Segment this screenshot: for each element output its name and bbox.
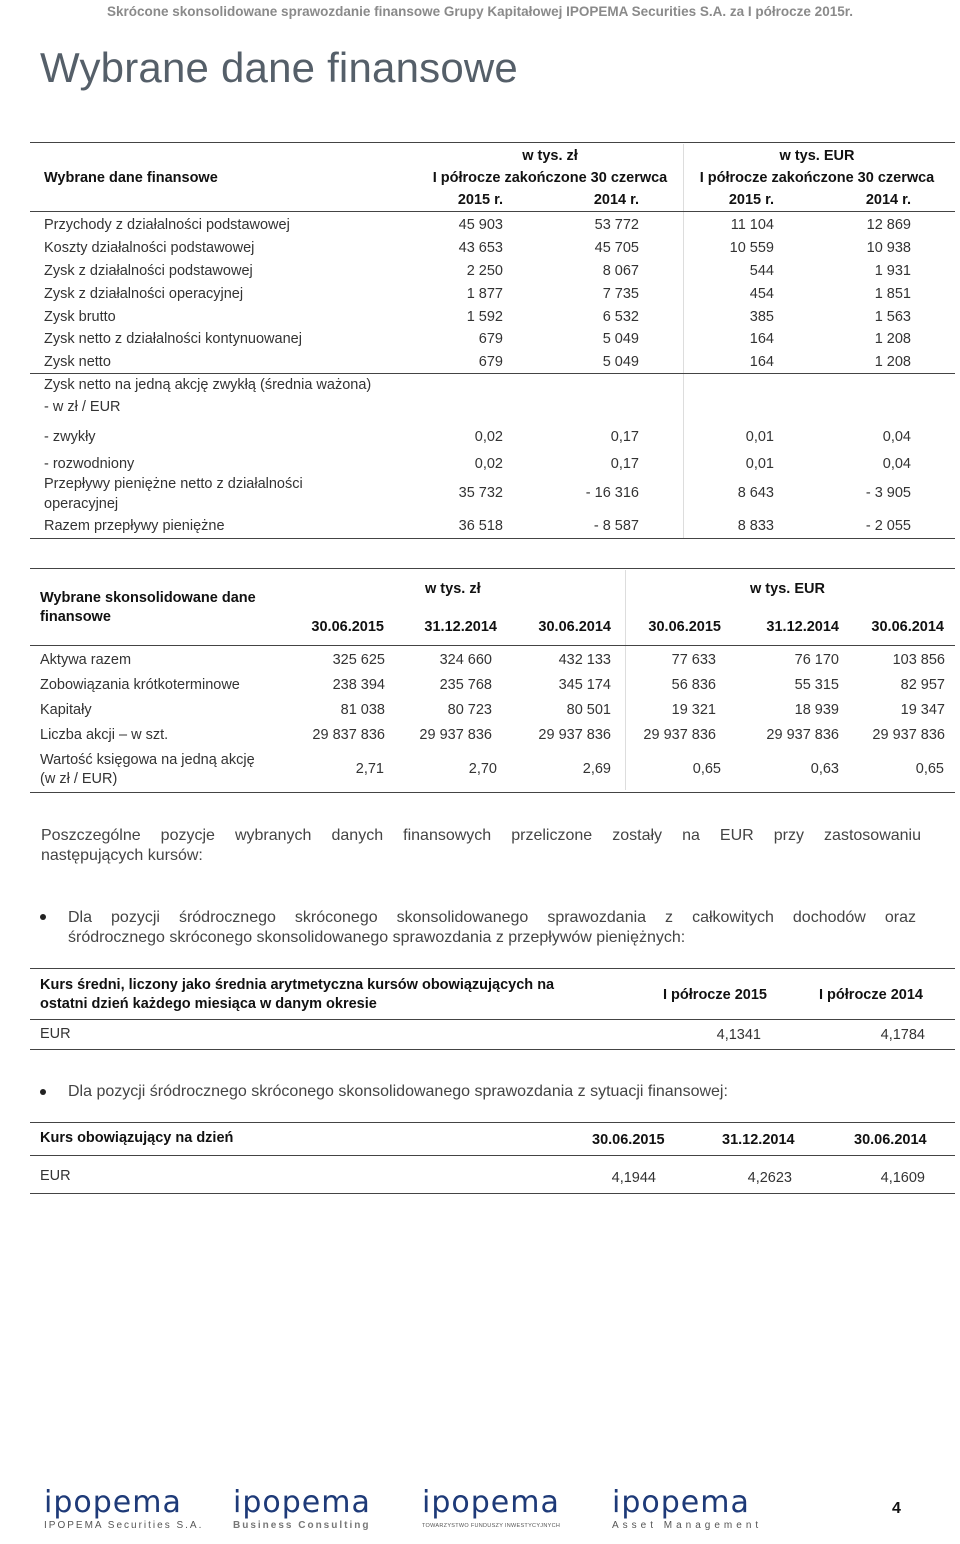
table-cell: - rozwodniony [44, 455, 135, 472]
table4-bottom-rule [30, 1193, 955, 1194]
table-cell: 45 903 [458, 217, 503, 234]
table3-label [40, 976, 554, 1014]
page-number: 4 [892, 1500, 901, 1517]
table-cell: 29 937 836 [872, 726, 945, 743]
table3-value: 4,1341 [716, 1027, 761, 1043]
table2-date-header: 31.12.2014 [424, 619, 497, 635]
table-cell: 1 208 [874, 354, 911, 371]
table1-period-pln: I półrocze zakończone 30 czerwca [432, 170, 668, 186]
table2-top-rule [30, 568, 955, 569]
table3-col-2015: I półrocze 2015 [663, 987, 767, 1003]
table4-top-rule [30, 1122, 955, 1123]
table2-date-header: 30.06.2014 [871, 619, 944, 635]
table-cell: 1 931 [874, 262, 911, 279]
table-row [44, 282, 911, 305]
table4-value: 4,1609 [880, 1170, 925, 1186]
book-value-label [40, 751, 255, 789]
table-cell: 544 [749, 262, 774, 279]
table-row [40, 648, 945, 673]
table1-year-col2: 2014 r. [593, 192, 639, 208]
book-value-cell: 0,65 [692, 761, 721, 777]
table-cell: 7 735 [602, 285, 639, 302]
book-value-cell: 2,69 [582, 761, 611, 777]
table-cell: Kapitały [40, 701, 92, 718]
table-row [44, 214, 911, 237]
table-cell: 19 347 [900, 701, 945, 718]
total-cashflow-value: 36 518 [458, 518, 503, 534]
table-cell: Liczba akcji – w szt. [40, 726, 169, 743]
table-cell: 2 250 [466, 262, 503, 279]
table2-label-line1: Wybrane skonsolidowane dane [40, 590, 256, 606]
eps-unit-label: - w zł / EUR [44, 399, 121, 415]
table-cell: 1 592 [466, 308, 503, 325]
table-cell: 0,17 [610, 455, 639, 472]
total-cashflow-value: - 8 587 [593, 518, 639, 534]
table-cell: 385 [749, 308, 774, 325]
table-cell: 81 038 [340, 701, 385, 718]
intro-paragraph-line2: następujących kursów: [41, 847, 203, 864]
running-header: Skrócone skonsolidowane sprawozdanie finansowe Grupy Kapitałowej IPOPEMA Securities S.A. za I półrocze 2015r. [107, 4, 853, 19]
logo-wordmark: ipopema [233, 1485, 371, 1520]
table-cell: Zysk brutto [44, 308, 116, 325]
table-row [44, 450, 911, 477]
bullet1-text-line2: śródrocznego skróconego skonsolidowanego sprawozdania z przepływów pieniężnych: [68, 929, 686, 946]
table-row [44, 305, 911, 328]
page-title: Wybrane dane finansowe [40, 44, 518, 91]
table-cell: 238 394 [332, 677, 385, 694]
table2-date-header: 30.06.2015 [311, 619, 384, 635]
table-cell: 80 723 [447, 701, 492, 718]
table-cell: 324 660 [439, 652, 492, 669]
table-cell: 0,17 [610, 428, 639, 445]
table-cell: 43 653 [458, 240, 503, 257]
table2-label-line2: finansowe [40, 609, 111, 625]
table-row [40, 722, 945, 747]
table-row [44, 351, 911, 374]
table-cell: 19 321 [671, 701, 716, 718]
table-cell: 0,01 [745, 428, 774, 445]
table-cell: - zwykły [44, 428, 96, 445]
logo-subtitle: TOWARZYSTWO FUNDUSZY INWESTYCYJNYCH [422, 1523, 561, 1529]
table-cell: 5 049 [602, 354, 639, 371]
table3-label-line2: ostatni dzień każdego miesiąca w danym okresie [40, 996, 377, 1012]
logo-wordmark: ipopema [44, 1485, 182, 1520]
bullet-icon [40, 914, 46, 920]
table4-row-label: EUR [40, 1168, 71, 1184]
cashflow-label-line1: Przepływy pieniężne netto z działalności [44, 476, 303, 492]
cashflow-label-line2: operacyjnej [44, 496, 119, 512]
table3-row-label: EUR [40, 1026, 71, 1042]
table-cell: 55 315 [794, 677, 839, 694]
table-cell: 345 174 [558, 677, 611, 694]
table2-unit-eur: w tys. EUR [750, 581, 825, 597]
table-cell: Zysk netto z działalności kontynuowanej [44, 331, 302, 348]
table-row [40, 698, 945, 723]
table-cell: 164 [749, 354, 774, 371]
table-row [44, 260, 911, 283]
table1-label: Wybrane dane finansowe [44, 170, 218, 186]
table-cell: 1 877 [466, 285, 503, 302]
table2-date-header: 30.06.2015 [648, 619, 721, 635]
table2-date-header: 31.12.2014 [766, 619, 839, 635]
table1-year-col3: 2015 r. [728, 192, 774, 208]
table-cell: 29 937 836 [538, 726, 611, 743]
table-cell: 1 563 [874, 308, 911, 325]
logo-wordmark: ipopema [612, 1485, 750, 1520]
table4-value: 4,2623 [747, 1170, 792, 1186]
table3-value: 4,1784 [880, 1027, 925, 1043]
logo-subtitle: IPOPEMA Securities S.A. [44, 1520, 204, 1531]
book-value-cell: 2,70 [468, 761, 497, 777]
table-cell: 1 208 [874, 331, 911, 348]
table2-bottom-rule [30, 792, 955, 793]
table-cell: 56 836 [671, 677, 716, 694]
table-cell: 10 559 [729, 240, 774, 257]
table4-col: 31.12.2014 [722, 1132, 795, 1148]
table-row [40, 673, 945, 698]
table2-body [40, 648, 945, 747]
table3-label-line1: Kurs średni, liczony jako średnia arytmetyczna kursów obowiązujących na [40, 977, 555, 993]
table1-year-col4: 2014 r. [865, 192, 911, 208]
book-value-cell: 2,71 [355, 761, 384, 777]
bullet1-text-line1: Dla pozycji śródrocznego skróconego skonsolidowanego sprawozdania z całkowitych dochodów oraz [68, 909, 916, 926]
table-cell: 82 957 [900, 677, 945, 694]
book-value-cell: 0,65 [915, 761, 944, 777]
table-cell: 53 772 [594, 217, 639, 234]
table-cell: 29 937 836 [766, 726, 839, 743]
book-value-label-line1: Wartość księgowa na jedną akcję [40, 752, 255, 768]
table-cell: Zobowiązania krótkoterminowe [40, 677, 240, 694]
table-cell: Aktywa razem [40, 652, 132, 669]
logo-ipopema-securities [44, 1485, 204, 1531]
table-cell: 6 532 [602, 308, 639, 325]
table1-top-rule [30, 142, 955, 143]
cashflow-value: 8 643 [737, 485, 774, 501]
table2-unit-pln: w tys. zł [425, 581, 481, 597]
table-cell: 10 938 [866, 240, 911, 257]
table4-col: 30.06.2015 [592, 1132, 665, 1148]
book-value-label-line2: (w zł / EUR) [40, 771, 118, 787]
table3-col-2014: I półrocze 2014 [819, 987, 923, 1003]
table1-period-eur: I półrocze zakończone 30 czerwca [699, 170, 935, 186]
eps-label: Zysk netto na jedną akcję zwykłą (średnia ważona) [44, 377, 372, 393]
table2-date-header: 30.06.2014 [538, 619, 611, 635]
bullet-icon [40, 1089, 46, 1095]
table-cell: 679 [478, 354, 503, 371]
table1-mid-rule [30, 373, 955, 374]
book-value-cell: 0,63 [810, 761, 839, 777]
table-cell: Koszty działalności podstawowej [44, 240, 255, 257]
table2-label [40, 589, 256, 627]
table-cell: 5 049 [602, 331, 639, 348]
table1-bottom-rule [30, 538, 955, 539]
logo-ipopema-business-consulting [233, 1485, 371, 1531]
cashflow-value: 35 732 [458, 485, 503, 501]
table3-top-rule [30, 968, 955, 969]
table-cell: 11 104 [730, 217, 774, 234]
table4-col: 30.06.2014 [854, 1132, 927, 1148]
table-cell: 679 [478, 331, 503, 348]
table-cell: 0,04 [882, 428, 911, 445]
logo-ipopema-tfi [422, 1485, 561, 1529]
table-cell: 12 869 [866, 217, 911, 234]
logo-subtitle: Asset Management [612, 1520, 763, 1531]
table-cell: 0,02 [474, 428, 503, 445]
table-cell: 76 170 [794, 652, 839, 669]
table-cell: 0,01 [745, 455, 774, 472]
table-cell: 103 856 [892, 652, 945, 669]
logo-subtitle: Business Consulting [233, 1520, 371, 1531]
table-cell: 432 133 [558, 652, 611, 669]
table-cell: 18 939 [794, 701, 839, 718]
table3-header-rule [30, 1019, 955, 1020]
cashflow-value: - 16 316 [585, 485, 639, 501]
table4-header-rule [30, 1155, 955, 1156]
table1-unit-eur: w tys. EUR [779, 148, 855, 164]
table-row [44, 328, 911, 351]
table-cell: Przychody z działalności podstawowej [44, 217, 290, 234]
table1-unit-pln: w tys. zł [522, 148, 578, 164]
total-cashflow-value: - 2 055 [865, 518, 911, 534]
table4-value: 4,1944 [611, 1170, 656, 1186]
table2-header-rule [30, 645, 955, 646]
table-cell: Zysk z działalności operacyjnej [44, 285, 244, 302]
table-cell: 77 633 [671, 652, 716, 669]
table-cell: 8 067 [602, 262, 639, 279]
total-cashflow-value: 8 833 [737, 518, 774, 534]
total-cashflow-label: Razem przepływy pieniężne [44, 518, 225, 534]
table-cell: 235 768 [439, 677, 492, 694]
table1-header-rule [30, 211, 955, 212]
table-cell: 325 625 [332, 652, 385, 669]
table-cell: Zysk z działalności podstawowej [44, 262, 253, 279]
bullet2-text: Dla pozycji śródrocznego skróconego skonsolidowanego sprawozdania z sytuacji finansowej: [68, 1083, 728, 1100]
table-cell: Zysk netto [44, 354, 111, 371]
table3-bottom-rule [30, 1049, 955, 1050]
table-row [44, 423, 911, 450]
table-row [44, 237, 911, 260]
table-cell: 1 851 [874, 285, 911, 302]
table-cell: 45 705 [594, 240, 639, 257]
table1-eps [44, 423, 911, 477]
cashflow-label [44, 474, 303, 514]
table-cell: 454 [749, 285, 774, 302]
cashflow-value: - 3 905 [865, 485, 911, 501]
intro-paragraph-line1: Poszczególne pozycje wybranych danych finansowych przeliczone zostały na EUR przy zastosowaniu [41, 827, 921, 844]
table1-body [44, 214, 911, 374]
table-cell: 29 937 836 [419, 726, 492, 743]
table-cell: 0,02 [474, 455, 503, 472]
logo-wordmark: ipopema [422, 1485, 560, 1520]
table-cell: 164 [749, 331, 774, 348]
table4-label: Kurs obowiązujący na dzień [40, 1130, 234, 1146]
table-cell: 29 937 836 [643, 726, 716, 743]
table-cell: 29 837 836 [312, 726, 385, 743]
table-cell: 80 501 [566, 701, 611, 718]
table-cell: 0,04 [882, 455, 911, 472]
logo-ipopema-asset-management [612, 1485, 763, 1531]
table1-year-col1: 2015 r. [457, 192, 503, 208]
